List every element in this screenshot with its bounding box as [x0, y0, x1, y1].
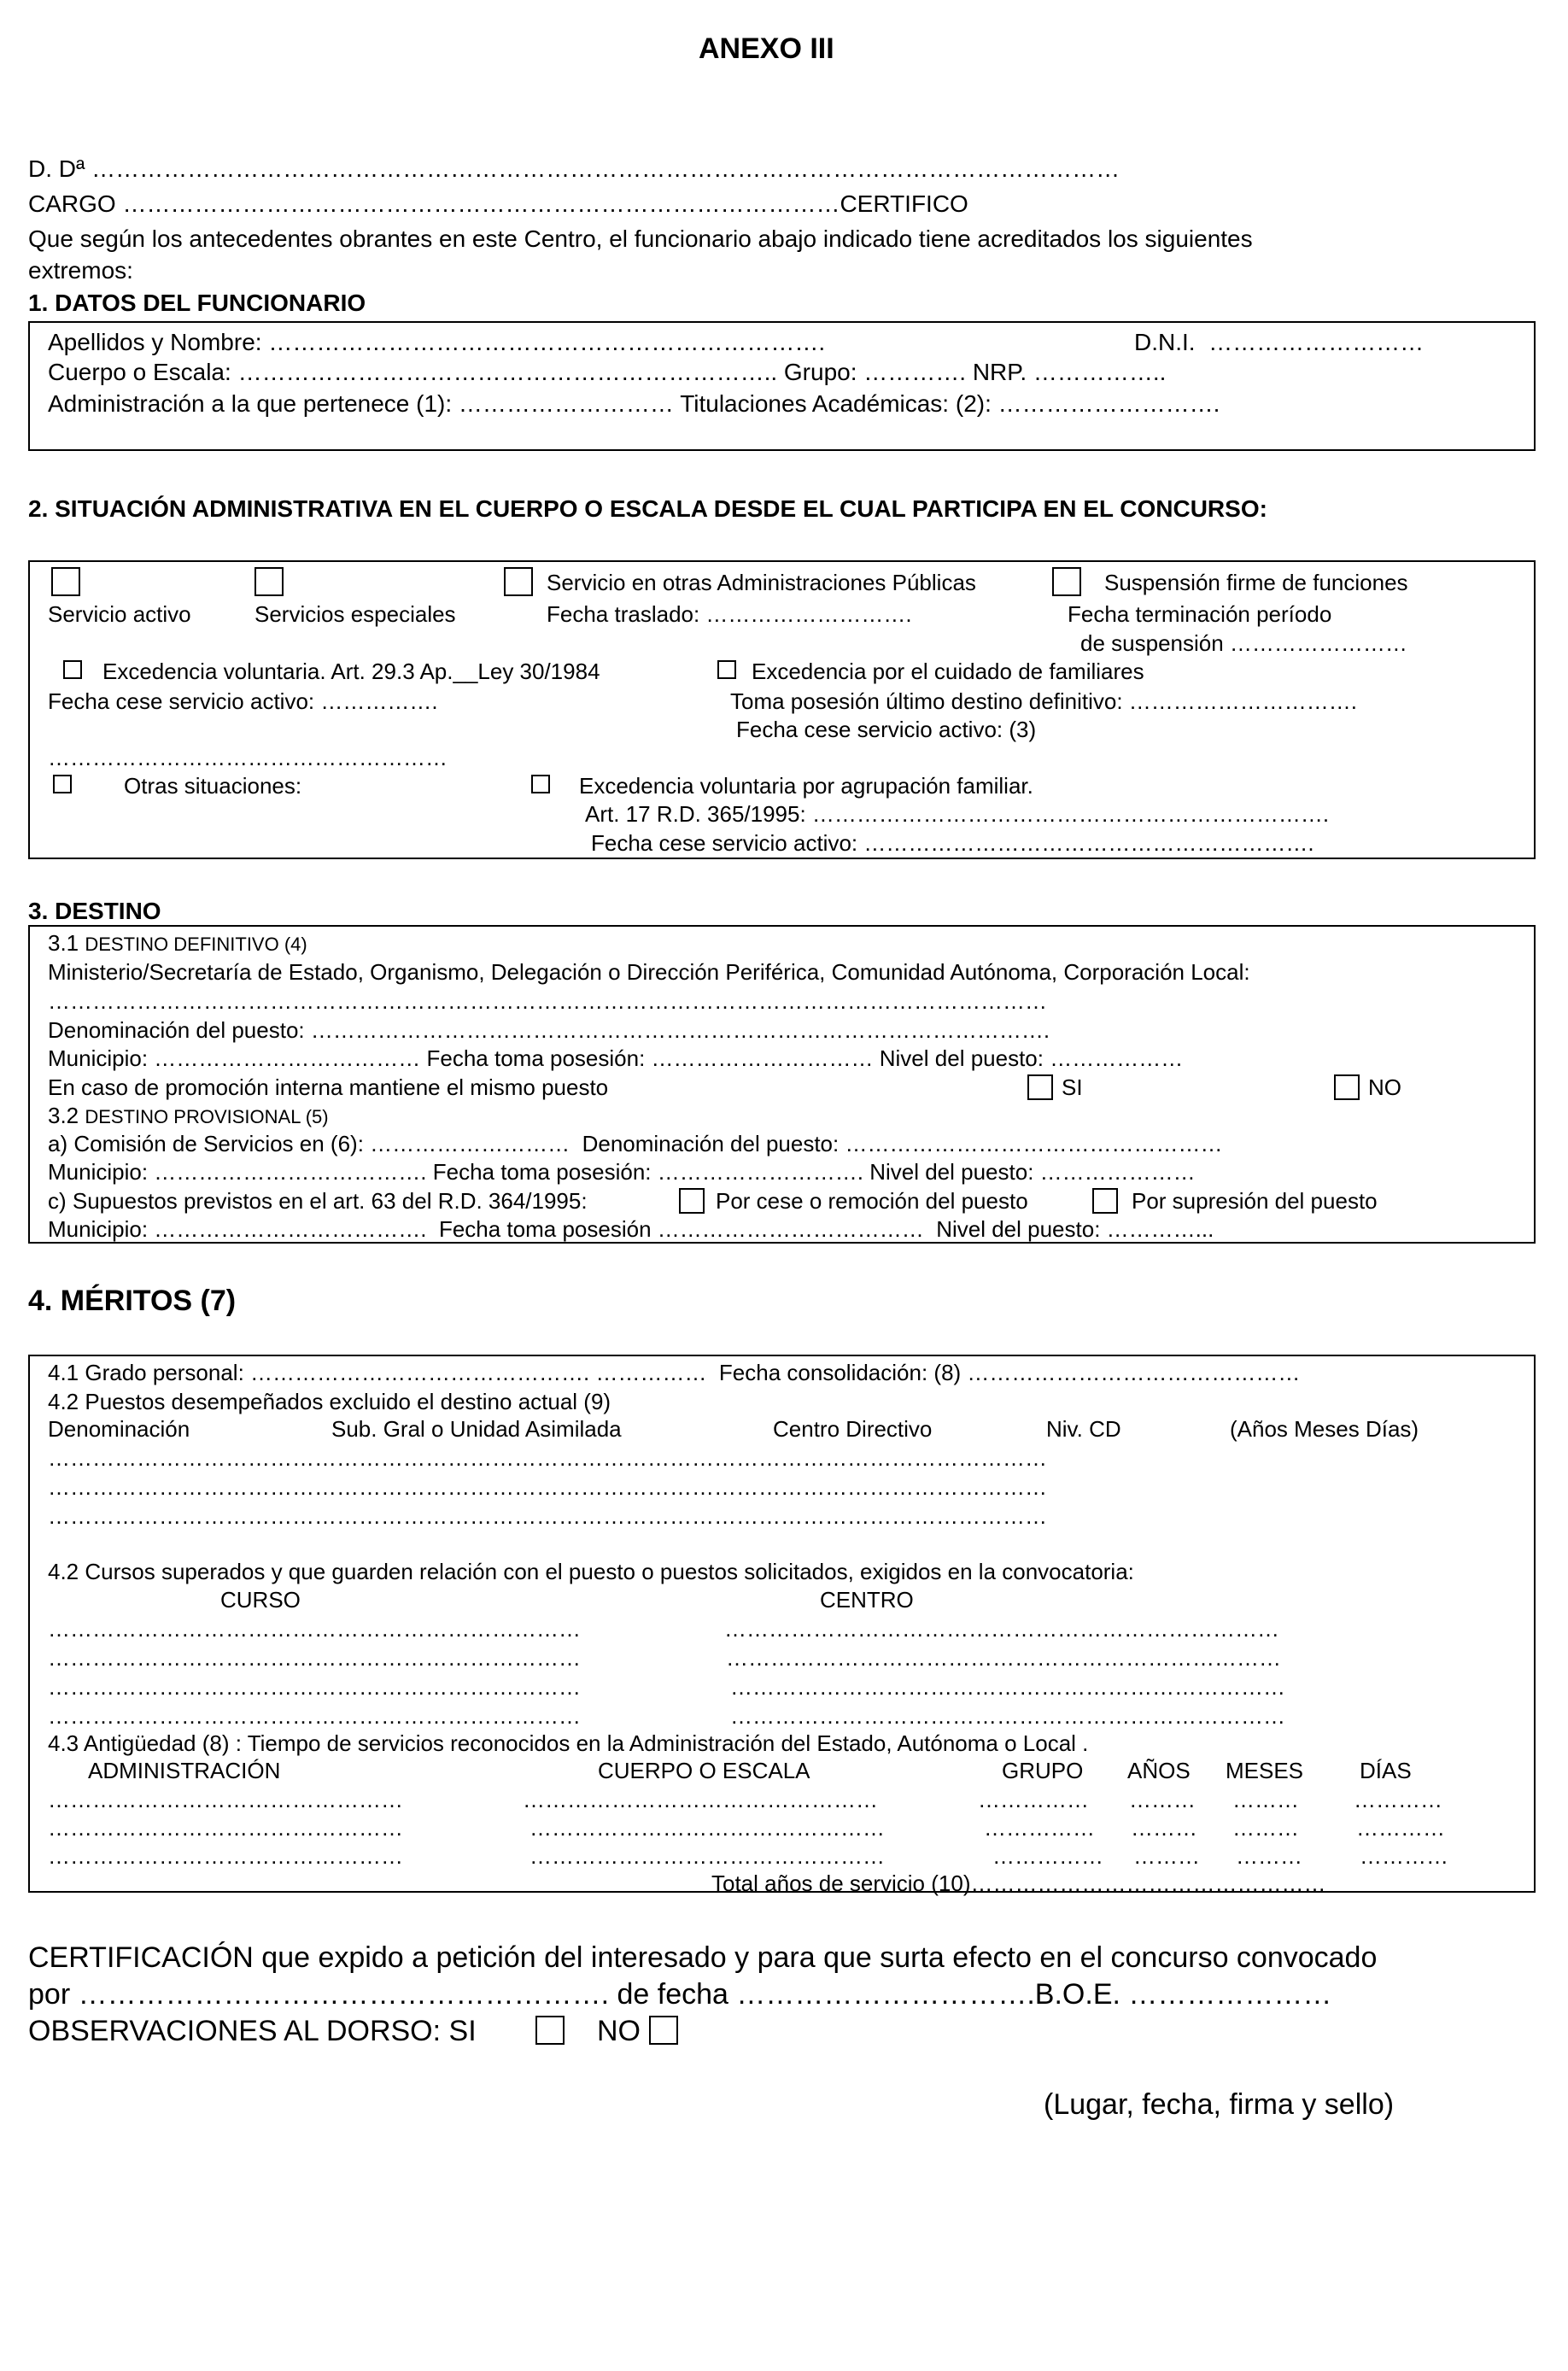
cursos-label: 4.2 Cursos superados y que guarden relación con el puesto o puestos solicitados, exigidos en la convocatoria: — [48, 1559, 1134, 1584]
comision-field: a) Comisión de Servicios en (6): ……………………… Denominación del puesto: …………………………………………… — [48, 1131, 1223, 1156]
de-suspension-field: de suspensión …………………… — [1080, 630, 1407, 656]
col-denominacion: Denominación — [48, 1416, 190, 1442]
antig-anos-3: ……… — [1133, 1843, 1200, 1869]
section-4-title: 4. MÉRITOS (7) — [28, 1285, 237, 1317]
otras-administraciones-label: Servicio en otras Administraciones Públicas — [547, 570, 976, 595]
otras-situaciones-label: Otras situaciones: — [124, 773, 302, 799]
antig-grupo-1: …………… — [978, 1787, 1089, 1812]
servicios-especiales-checkbox[interactable] — [255, 567, 284, 596]
header-statement: Que según los antecedentes obrantes en este Centro, el funcionario abajo indicado tiene acreditados los siguientes — [28, 225, 1253, 252]
antig-cuerpo-1: ………………………………………… — [523, 1787, 878, 1812]
excedencia-familiares-checkbox[interactable] — [717, 660, 736, 679]
col-centro: CENTRO — [820, 1587, 914, 1613]
antig-grupo-3: …………… — [992, 1843, 1103, 1869]
curso-row-2: ……………………………………………………………… — [48, 1645, 581, 1671]
antig-cuerpo-2: ………………………………………… — [529, 1815, 885, 1841]
apellidos-field: Apellidos y Nombre: ……………………………………………………………. — [48, 329, 826, 355]
centro-row-3: ………………………………………………………………… — [730, 1674, 1285, 1700]
promocion-si-checkbox[interactable] — [1027, 1074, 1053, 1100]
observaciones-label: OBSERVACIONES AL DORSO: SI — [28, 2015, 477, 2047]
centro-row-2: ………………………………………………………………… — [726, 1645, 1281, 1671]
suspension-label: Suspensión firme de funciones — [1104, 570, 1408, 595]
excedencia-voluntaria-checkbox[interactable] — [63, 660, 82, 679]
col-cuerpo-escala: CUERPO O ESCALA — [598, 1758, 810, 1783]
antig-anos-2: ……… — [1131, 1815, 1197, 1841]
agrupacion-familiar-checkbox[interactable] — [531, 775, 550, 793]
otras-situaciones-checkbox[interactable] — [53, 775, 72, 793]
curso-row-4: ……………………………………………………………… — [48, 1703, 581, 1729]
ministerio-dotted-line: ……………………………………………………………………………………………………………………… — [48, 988, 1047, 1014]
observaciones-no-checkbox[interactable] — [649, 2016, 678, 2045]
promocion-no-label: NO — [1368, 1074, 1401, 1100]
certificacion-text: CERTIFICACIÓN que expido a petición del interesado y para que surta efecto en el concurso convocado — [28, 1941, 1378, 1974]
suspension-checkbox[interactable] — [1052, 567, 1081, 596]
header-statement-cont: extremos: — [28, 257, 133, 284]
promocion-no-checkbox[interactable] — [1334, 1074, 1360, 1100]
cuerpo-field: Cuerpo o Escala: ………………………………………………………….. Grupo: …………. NRP. …………….. — [48, 359, 1167, 385]
col-grupo: GRUPO — [1002, 1758, 1084, 1783]
col-dias: DÍAS — [1360, 1758, 1412, 1783]
antig-admin-1: ………………………………………… — [48, 1787, 403, 1812]
denominacion-field: Denominación del puesto: ………………………………………………………………………………………. — [48, 1017, 1050, 1043]
curso-row-1: ……………………………………………………………… — [48, 1616, 581, 1642]
puestos-row-3: ……………………………………………………………………………………………………………………… — [48, 1503, 1047, 1529]
puestos-label: 4.2 Puestos desempeñados excluido el destino actual (9) — [48, 1389, 611, 1414]
centro-row-4: ………………………………………………………………… — [730, 1703, 1285, 1729]
toma-posesion-field: Toma posesión último destino definitivo: …………………………. — [730, 688, 1358, 714]
antig-admin-2: ………………………………………… — [48, 1815, 403, 1841]
fecha-traslado-field: Fecha traslado: ………………………. — [547, 601, 912, 627]
puestos-row-1: ……………………………………………………………………………………………………………………… — [48, 1445, 1047, 1471]
grado-personal-field: 4.1 Grado personal: ………………………………………. …………… Fecha consolidación: (8) ……………………………………… — [48, 1360, 1301, 1385]
antig-anos-1: ……… — [1129, 1787, 1196, 1812]
section-3-title: 3. DESTINO — [28, 898, 161, 924]
col-subgral: Sub. Gral o Unidad Asimilada — [331, 1416, 622, 1442]
page-title: ANEXO III — [699, 32, 834, 65]
art17-field: Art. 17 R.D. 365/1995: ……………………………………………………………. — [585, 801, 1330, 827]
fecha-terminacion-label: Fecha terminación período — [1068, 601, 1332, 627]
observaciones-si-checkbox[interactable] — [535, 2016, 565, 2045]
otras-administraciones-checkbox[interactable] — [504, 567, 533, 596]
lugar-fecha-firma: (Lugar, fecha, firma y sello) — [1044, 2088, 1395, 2121]
antig-dias-2: ………… — [1356, 1815, 1445, 1841]
servicio-activo-checkbox[interactable] — [51, 567, 80, 596]
curso-row-3: ……………………………………………………………… — [48, 1674, 581, 1700]
col-administracion: ADMINISTRACIÓN — [88, 1758, 281, 1783]
ministerio-label: Ministerio/Secretaría de Estado, Organismo, Delegación o Dirección Periférica, Comunidad Autónoma, Corporación Local: — [48, 959, 1250, 985]
col-anos: AÑOS — [1127, 1758, 1191, 1783]
observaciones-no-label: NO — [597, 2015, 641, 2047]
fecha-cese-activo-3-label: Fecha cese servicio activo: (3) — [736, 717, 1037, 742]
destino-definitivo-heading: 3.1 DESTINO DEFINITIVO (4) — [48, 930, 307, 956]
municipio-definitivo-field: Municipio: ……………………………… Fecha toma posesión: ………………………… Nivel del puesto: ……………… — [48, 1045, 1184, 1071]
centro-row-1: ………………………………………………………………… — [724, 1616, 1279, 1642]
col-nivel-cd: Niv. CD — [1046, 1416, 1121, 1442]
col-meses: MESES — [1226, 1758, 1304, 1783]
dni-field: D.N.I. ……………………… — [1134, 329, 1425, 355]
antig-meses-2: ……… — [1232, 1815, 1299, 1841]
convocatoria-line: por ………………………………………………. de fecha ………………………….B.O.E. ………………… — [28, 1978, 1332, 2011]
section-1-title: 1. DATOS DEL FUNCIONARIO — [28, 290, 366, 316]
supresion-label: Por supresión del puesto — [1132, 1188, 1378, 1214]
excedencia-familiares-label: Excedencia por el cuidado de familiares — [752, 659, 1144, 684]
col-anos-meses-dias: (Años Meses Días) — [1230, 1416, 1419, 1442]
destino-provisional-heading: 3.2 DESTINO PROVISIONAL (5) — [48, 1103, 329, 1128]
antig-cuerpo-3: ………………………………………… — [529, 1843, 885, 1869]
antig-grupo-2: …………… — [984, 1815, 1095, 1841]
header-name-line: D. Dª ………………………………………………………………………………………………………………… — [28, 155, 1120, 182]
agrupacion-familiar-label: Excedencia voluntaria por agrupación familiar. — [579, 773, 1033, 799]
puestos-row-2: ……………………………………………………………………………………………………………………… — [48, 1474, 1047, 1500]
total-anos-servicio: Total años de servicio (10)………………………………………… — [711, 1870, 1326, 1896]
cese-remocion-checkbox[interactable] — [679, 1188, 705, 1214]
antiguedad-label: 4.3 Antigüedad (8) : Tiempo de servicios reconocidos en la Administración del Estado, Autónoma o Local . — [48, 1730, 1089, 1756]
antig-meses-3: ……… — [1236, 1843, 1302, 1869]
promocion-si-label: SI — [1062, 1074, 1083, 1100]
municipio-supuestos-field: Municipio: ………………………………. Fecha toma posesión ……………………………… Nivel del puesto: …………... — [48, 1216, 1214, 1242]
promocion-label: En caso de promoción interna mantiene el mismo puesto — [48, 1074, 609, 1100]
col-curso: CURSO — [220, 1587, 301, 1613]
antig-dias-1: ………… — [1354, 1787, 1442, 1812]
header-cargo-line: CARGO ………………………………………………………………………………CERTIFICO — [28, 190, 968, 217]
antig-admin-3: ………………………………………… — [48, 1843, 403, 1869]
excedencia-voluntaria-label: Excedencia voluntaria. Art. 29.3 Ap.__Ley 30/1984 — [102, 659, 600, 684]
cese-remocion-label: Por cese o remoción del puesto — [716, 1188, 1028, 1214]
supuestos-label: c) Supuestos previstos en el art. 63 del R.D. 364/1995: — [48, 1188, 588, 1214]
fecha-cese-activo-field: Fecha cese servicio activo: ……………. — [48, 688, 438, 714]
servicios-especiales-label: Servicios especiales — [255, 601, 456, 627]
servicio-activo-label: Servicio activo — [48, 601, 191, 627]
fecha-cese-activo-4-field: Fecha cese servicio activo: ……………………………………………………. — [591, 830, 1314, 856]
section-2-title: 2. SITUACIÓN ADMINISTRATIVA EN EL CUERPO O ESCALA DESDE EL CUAL PARTICIPA EN EL CONCURSO: — [28, 495, 1267, 522]
supresion-checkbox[interactable] — [1092, 1188, 1118, 1214]
municipio-provisional-field: Municipio: ………………………………. Fecha toma posesión: ………………………. Nivel del puesto: ………………… — [48, 1159, 1196, 1185]
antig-meses-1: ……… — [1232, 1787, 1299, 1812]
administracion-field: Administración a la que pertenece (1): ……………………… Titulaciones Académicas: (2): ………………………. — [48, 390, 1220, 417]
dotted-line: ……………………………………………… — [48, 745, 448, 770]
col-centro-directivo: Centro Directivo — [773, 1416, 933, 1442]
antig-dias-3: ………… — [1360, 1843, 1448, 1869]
